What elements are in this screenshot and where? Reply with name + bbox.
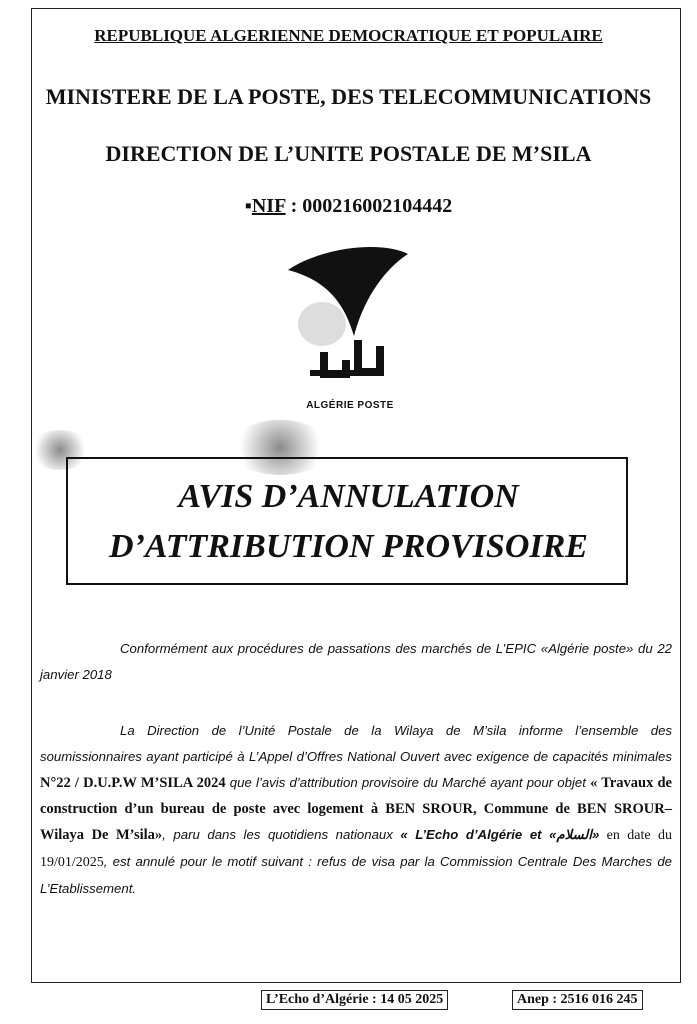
ministry-heading: MINISTERE DE LA POSTE, DES TELECOMMUNICATIONS [45,84,652,109]
footer-echo-date: L’Echo d’Algérie : 14 05 2025 [261,990,448,1010]
bullet: ▪ [244,195,252,217]
title-line-2: D’ATTRIBUTION PROVISOIRE [109,528,588,565]
logo-caption: ALGÉRIE POSTE [306,400,394,411]
logo-smudge [298,302,346,346]
paragraph-1 [40,636,672,688]
p2-text-b: que l’avis d’attribution provisoire du Marché ayant pour objet [225,775,591,790]
nif-value: : 000216002104442 [285,195,453,217]
direction-heading: DIRECTION DE L’UNITE POSTALE DE M’SILA [105,141,592,166]
nif-line [0,195,697,218]
p2-text-a: La Direction de l’Unité Postale de la Wilaya de M’sila informe l’ensemble des soumissionnaires ayant participé à L’Appel d’Offres National Ouvert avec exigence de capacités minimales [40,723,672,764]
newspapers: « L’Echo d’Algérie et «السلام» [400,827,600,842]
tender-reference: N°22 / D.U.P.W M’SILA 2024 [40,775,226,791]
footer-anep-number: Anep : 2516 016 245 [512,990,643,1010]
republic-heading: REPUBLIQUE ALGERIENNE DEMOCRATIQUE ET POPULAIRE [94,26,603,45]
title-line-1: AVIS D’ANNULATION [178,478,519,515]
contract-object: « Travaux de construction d’un bureau de poste avec logement à BEN SROUR, Commune de BEN SROUR– Wilaya De M’sila» [40,775,672,843]
nif-label: NIF [251,195,286,217]
p2-text-c: , paru dans les quotidiens nationaux [162,827,401,842]
paragraph-2 [40,718,672,902]
paragraph-1-text: Conformément aux procédures de passations des marchés de L’EPIC «Algérie poste» du 22 janvier 2018 [40,641,672,682]
publication-date: en date du 19/01/2025 [40,828,673,870]
algerie-poste-logo-icon [280,240,420,420]
p2-text-e: , est annulé pour le motif suivant : refus de visa par la Commission Centrale Des Marches de L’Etablissement. [40,854,672,896]
